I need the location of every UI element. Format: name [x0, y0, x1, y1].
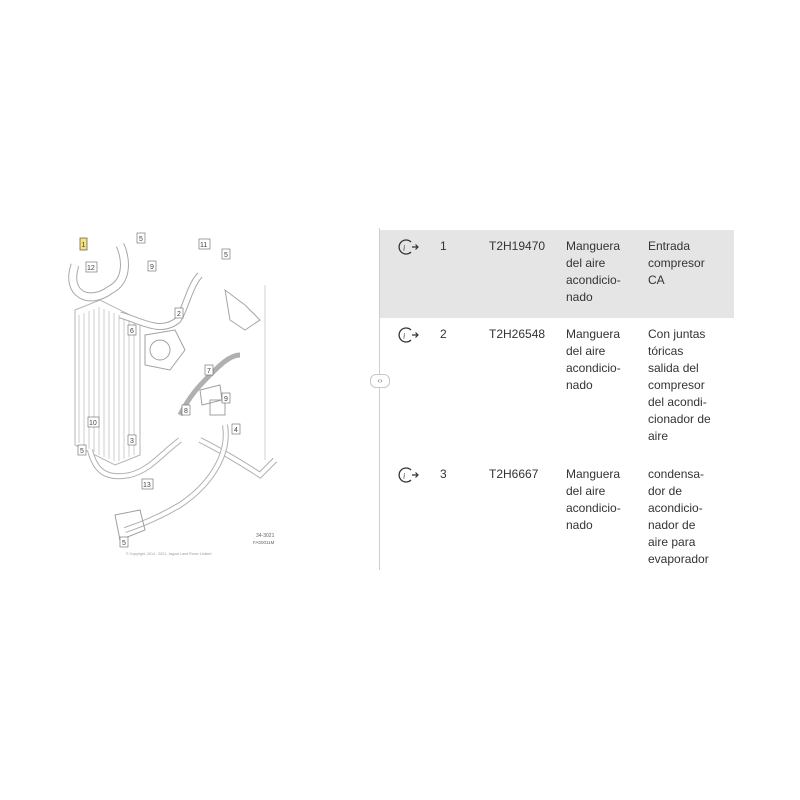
diagram-ref-sub: FA00011M	[253, 540, 275, 545]
description-line: nado	[566, 290, 593, 304]
item-number: 2	[440, 327, 447, 341]
part-description	[566, 230, 648, 306]
callout-label: 1	[81, 242, 86, 249]
svg-text:5: 5	[139, 236, 143, 243]
svg-text:5: 5	[80, 448, 84, 455]
parts-diagram	[60, 225, 290, 570]
svg-text:6: 6	[130, 328, 134, 335]
svg-text:11: 11	[200, 242, 208, 249]
description-line: acondicio-	[566, 273, 621, 287]
info-arrow-icon[interactable]	[380, 230, 430, 261]
notes-line: dor de	[648, 484, 683, 498]
svg-text:4: 4	[234, 427, 238, 434]
notes-line: del acondi-	[648, 395, 707, 409]
notes-line: CA	[648, 273, 665, 287]
svg-text:7: 7	[207, 368, 211, 375]
part-description	[566, 318, 648, 394]
notes-line: acondicio-	[648, 501, 703, 515]
svg-text:10: 10	[89, 420, 97, 427]
description-line: del aire	[566, 344, 606, 358]
part-description	[566, 458, 648, 534]
diagram-copyright: © Copyright, 2014 - 2021, Jaguar Land Rover Limited	[126, 552, 212, 556]
notes-line: condensa-	[648, 467, 705, 481]
svg-text:5: 5	[122, 540, 126, 547]
description-line: acondicio-	[566, 361, 621, 375]
item-number: 3	[440, 467, 447, 481]
svg-text:i: i	[403, 331, 406, 341]
notes-line: cionador de	[648, 412, 711, 426]
svg-text:5: 5	[224, 252, 228, 259]
panel-resize-handle[interactable]: ‹›	[370, 374, 390, 388]
svg-text:2: 2	[177, 311, 181, 318]
info-arrow-icon[interactable]	[380, 318, 430, 349]
svg-text:9: 9	[150, 264, 154, 271]
part-number: T2H19470	[489, 239, 546, 253]
part-notes	[648, 230, 734, 289]
info-arrow-icon[interactable]	[380, 458, 430, 489]
svg-text:12: 12	[87, 265, 95, 272]
notes-line: Entrada	[648, 239, 691, 253]
parts-table	[380, 230, 734, 572]
notes-line: aire para	[648, 535, 696, 549]
part-notes	[648, 318, 734, 445]
description-line: Manguera	[566, 239, 621, 253]
parts-row[interactable]	[380, 458, 734, 572]
svg-text:9: 9	[224, 396, 228, 403]
part-number: T2H26548	[489, 327, 546, 341]
notes-line: salida del	[648, 361, 699, 375]
part-notes	[648, 458, 734, 568]
notes-line: Con juntas	[648, 327, 706, 341]
description-line: nado	[566, 518, 593, 532]
description-line: Manguera	[566, 467, 621, 481]
parts-row[interactable]	[380, 318, 734, 458]
notes-line: compresor	[648, 378, 705, 392]
hose-diagram-drawing	[60, 225, 290, 570]
part-number: T2H6667	[489, 467, 539, 481]
description-line: Manguera	[566, 327, 621, 341]
notes-line: compresor	[648, 256, 705, 270]
svg-text:13: 13	[143, 482, 151, 489]
svg-text:i: i	[403, 471, 406, 481]
description-line: del aire	[566, 256, 606, 270]
svg-text:8: 8	[184, 408, 188, 415]
description-line: nado	[566, 378, 593, 392]
svg-text:3: 3	[130, 438, 134, 445]
item-number: 1	[440, 239, 447, 253]
notes-line: nador de	[648, 518, 696, 532]
notes-line: evaporador	[648, 552, 709, 566]
description-line: del aire	[566, 484, 606, 498]
notes-line: tóricas	[648, 344, 684, 358]
notes-line: aire	[648, 429, 669, 443]
description-line: acondicio-	[566, 501, 621, 515]
parts-row[interactable]	[380, 230, 734, 318]
svg-text:i: i	[403, 243, 406, 253]
diagram-ref-code: 34-3021	[256, 533, 275, 539]
